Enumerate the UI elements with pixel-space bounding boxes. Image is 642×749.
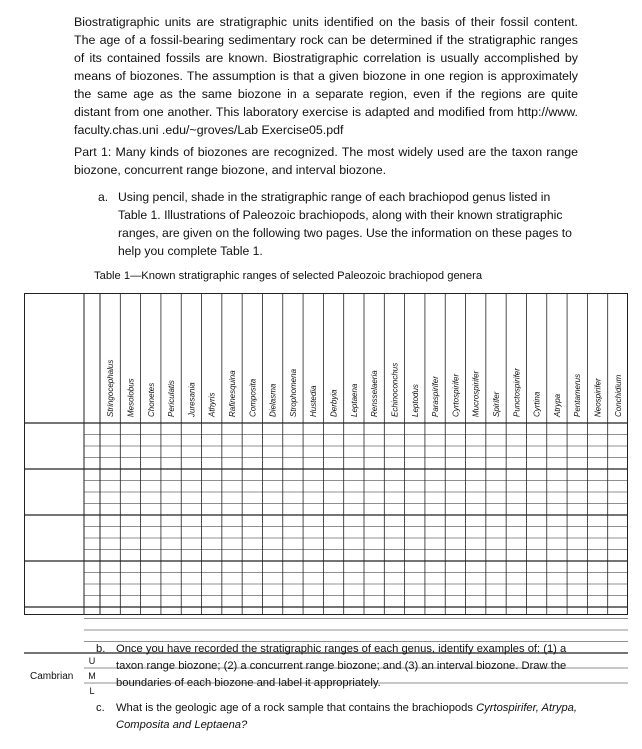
instruction-c-species: Cyrtospirifer, Atrypa, Composita and Leptaena?	[116, 702, 577, 731]
intro-paragraph: Biostratigraphic units are stratigraphic units identified on the basis of their fossil content. The age of a fossil-bearing sedimentary rock can be determined if the stratigraphic ranges of its contained fossils are known. Biostratigraphic correlation is usually accomplished by means of biozones. The assumption is that a given biozone in one region is approximately the same age as the same biozone in a separate region, even if the regions are quite distant from one another. This laboratory exercise is adapted and modified from http://www. faculty.chas.uni .edu/~groves/Lab Exercise05.pdf	[74, 15, 578, 137]
genus-label: Mucrospirifer	[471, 370, 481, 417]
instruction-b-text: Once you have recorded the stratigraphic ranges of each genus, identify examples of: (1) a taxon range biozone; (2) a concurrent range biozone; and (3) an interval biozone. Draw the boundaries of each biozone and label it appropriately.	[116, 643, 567, 689]
genus-label: Cyrtina	[532, 391, 542, 417]
genus-label: Cyrtospirifer	[451, 373, 461, 417]
genus-label: Athyris	[207, 392, 217, 417]
instruction-a-label: a.	[98, 190, 109, 204]
genus-label: Juresania	[187, 382, 197, 417]
genus-label: Neospirifer	[593, 378, 603, 417]
subdivision-label: M	[88, 671, 96, 681]
genus-label: Punctospirifer	[512, 368, 522, 417]
genus-label: Strophomena	[288, 368, 298, 417]
genus-label: Periculatis	[167, 380, 177, 417]
genus-label: Atrypa	[552, 393, 562, 417]
instruction-c-prefix: What is the geologic age of a rock sample that contains the brachiopods	[116, 702, 477, 714]
genus-label: Mesolobus	[126, 378, 136, 417]
genus-label: Pentamerus	[573, 373, 583, 417]
genus-label: Chonetes	[146, 382, 156, 417]
subdivision-label: U	[88, 656, 96, 666]
instruction-b-label: b.	[96, 643, 106, 655]
table-border	[25, 294, 628, 615]
genus-label: Leptodus	[410, 384, 420, 417]
genus-label: Dielasma	[268, 383, 278, 417]
genus-label: Derbyia	[329, 389, 339, 417]
genus-label: Hustedia	[309, 385, 319, 417]
table-caption: Table 1—Known stratigraphic ranges of selected Paleozoic brachiopod genera	[94, 270, 483, 282]
part1-paragraph: Part 1: Many kinds of biozones are recognized. The most widely used are the taxon range biozone, concurrent range biozone, and interval biozone.	[74, 145, 578, 177]
instruction-c-text	[116, 700, 578, 734]
genus-label: Rensselaeria	[370, 370, 380, 417]
subdivision-label: L	[89, 686, 95, 696]
genus-label: Rafinesquina	[228, 370, 237, 417]
genus-label: Stringocephalus	[106, 359, 116, 417]
genus-label: Leptaena	[349, 383, 359, 417]
instruction-c-label: c.	[96, 702, 105, 714]
instruction-a-text: Using pencil, shade in the stratigraphic range of each brachiopod genus listed in Table 1. Illustrations of Paleozoic brachiopods, along with their known stratigraphic ranges, are given on the following two pages. Use the information on these pages to help you complete Table 1.	[118, 190, 572, 258]
genus-label: Conchidium	[613, 374, 623, 417]
genus-label: Composita	[248, 378, 258, 417]
genus-label: Paraspirifer	[431, 376, 441, 417]
genus-label: Spirifer	[492, 391, 501, 417]
genus-label: Echinoconchus	[390, 362, 400, 417]
period-label-cambrian: Cambrian	[30, 671, 74, 682]
